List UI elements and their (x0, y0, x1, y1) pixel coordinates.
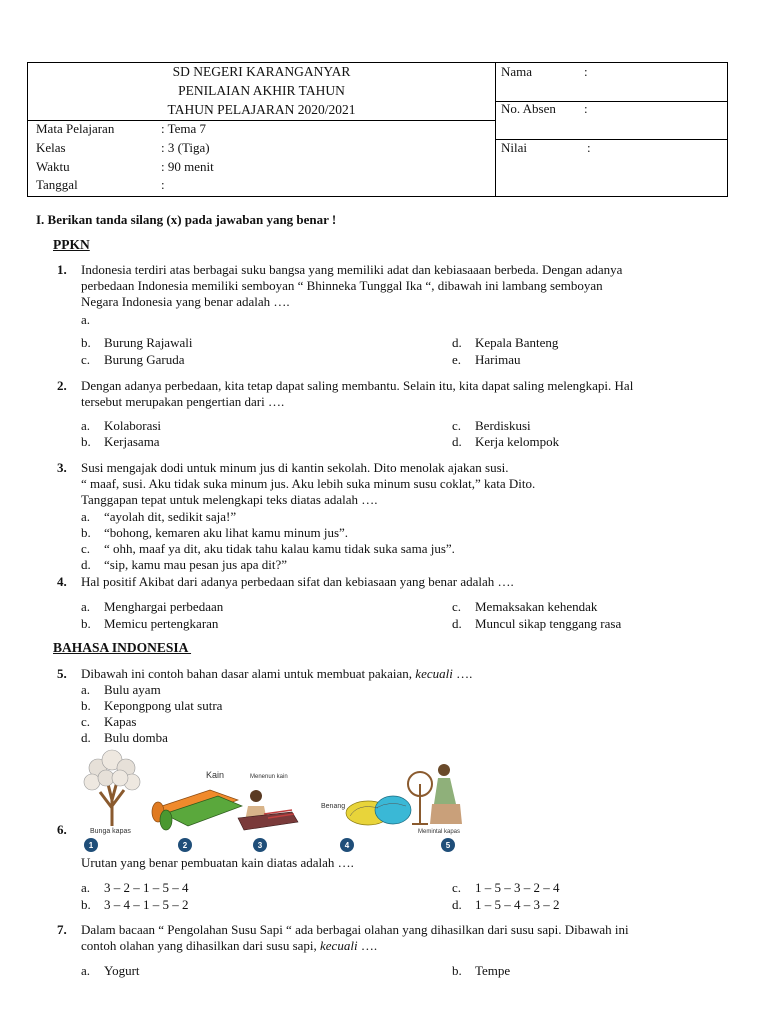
option-letter: d. (452, 335, 462, 350)
step-4-label: 4 (344, 841, 350, 850)
option-letter: b. (81, 434, 91, 449)
option-letter: d. (452, 434, 462, 449)
option[interactable] (452, 897, 560, 913)
section-ppkn: PPKN (53, 237, 90, 252)
option-letter: b. (81, 616, 91, 631)
option-letter: c. (452, 599, 462, 614)
emphasis: kecuali (320, 938, 358, 953)
nama-label: Nama (501, 64, 533, 79)
option-text: “ayolah dit, sedikit saja!” (104, 509, 237, 524)
caption-kain: Kain (206, 770, 225, 780)
tanggal-value: : (161, 177, 165, 192)
question-number: 3. (57, 460, 67, 475)
option[interactable] (452, 335, 558, 351)
option-text: Bulu domba (104, 730, 168, 745)
header-table (27, 62, 728, 197)
question-4-line: Hal positif Akibat dari adanya perbedaan sifat dan kebiasaan yang benar adalah …. (81, 574, 514, 589)
option[interactable] (81, 714, 137, 730)
option[interactable] (81, 509, 236, 525)
option-a[interactable]: a. (81, 312, 91, 327)
option-text: “ ohh, maaf ya dit, aku tidak tahu kalau kamu tidak suka sama jus”. (104, 541, 455, 556)
question-3-line: “ maaf, susi. Aku tidak suka minum jus. Aku lebih suka minum susu coklat,” kata Dito. (81, 476, 536, 491)
option-text: Kepongpong ulat sutra (104, 698, 223, 713)
option-letter: a. (81, 963, 91, 978)
option[interactable] (81, 616, 218, 632)
instruction: I. Berikan tanda silang (x) pada jawaban yang benar ! (36, 212, 337, 227)
step-3-label: 3 (257, 841, 263, 850)
option-text: Bulu ayam (104, 682, 161, 697)
option-text: Burung Rajawali (104, 335, 193, 350)
option[interactable] (81, 352, 185, 368)
option-text: 3 – 4 – 1 – 5 – 2 (104, 897, 189, 912)
question-number: 2. (57, 378, 67, 393)
option[interactable] (81, 525, 348, 541)
option-letter: d. (81, 557, 91, 572)
question-end: …. (452, 666, 473, 681)
option-text: Tempe (475, 963, 511, 978)
emphasis: kecuali (415, 666, 453, 681)
mapel-value: : Tema 7 (161, 121, 207, 136)
option[interactable] (81, 418, 161, 434)
spinning-wheel-icon (408, 764, 462, 824)
option[interactable] (81, 963, 140, 979)
divider (495, 139, 727, 140)
option[interactable] (81, 557, 287, 573)
option-text: Kerjasama (104, 434, 160, 449)
question-1-line: perbedaan Indonesia memiliki semboyan “ Bhinneka Tunggal Ika “, dibawah ini lambang semboyan (81, 278, 603, 293)
question-text: contoh olahan yang dihasilkan dari susu sapi, (81, 938, 321, 953)
question-2-line: tersebut merupakan pengertian dari …. (81, 394, 285, 409)
option-letter: b. (81, 525, 91, 540)
option[interactable] (81, 730, 168, 746)
option[interactable] (452, 963, 510, 979)
caption-benang: Benang (321, 803, 346, 810)
option-letter: c. (81, 714, 91, 729)
tanggal-label: Tanggal (36, 177, 78, 192)
option-letter: d. (81, 730, 91, 745)
cloth-roll-icon (152, 790, 242, 830)
option-letter: a. (81, 418, 91, 433)
option-text: Memicu pertengkaran (104, 616, 219, 631)
option-text: Burung Garuda (104, 352, 185, 367)
question-number: 6. (57, 822, 67, 837)
option[interactable] (452, 418, 531, 434)
mapel-label: Mata Pelajaran (36, 121, 115, 136)
option-letter: a. (81, 682, 91, 697)
option-text: “bohong, kemaren aku lihat kamu minum jus”. (104, 525, 349, 540)
option[interactable] (81, 880, 189, 896)
option[interactable] (81, 682, 161, 698)
question-6-line: Urutan yang benar pembuatan kain diatas adalah …. (81, 855, 354, 870)
option-text: “sip, kamu mau pesan jus apa dit?” (104, 557, 288, 572)
option[interactable] (81, 335, 192, 351)
option[interactable] (452, 616, 621, 632)
weaver-icon (238, 790, 298, 830)
kelas-label: Kelas (36, 140, 66, 155)
option-text: Kepala Banteng (475, 335, 559, 350)
question-number: 5. (57, 666, 67, 681)
option[interactable] (452, 599, 597, 615)
step-markers (84, 838, 455, 852)
question-number: 1. (57, 262, 67, 277)
school-year: TAHUN PELAJARAN 2020/2021 (167, 102, 356, 117)
option[interactable] (81, 599, 223, 615)
option-letter: c. (452, 880, 462, 895)
absen-colon: : (584, 101, 588, 116)
question-2-line: Dengan adanya perbedaan, kita tetap dapat saling membantu. Selain itu, kita dapat saling melengkapi. Hal (81, 378, 634, 393)
thread-spool-icon (346, 796, 411, 825)
option-text: 1 – 5 – 3 – 2 – 4 (475, 880, 560, 895)
option-letter: a. (81, 509, 91, 524)
nilai-colon: : (587, 140, 591, 155)
question-7-line (81, 938, 377, 955)
option-letter: b. (81, 897, 91, 912)
option-text: 1 – 5 – 4 – 3 – 2 (475, 897, 560, 912)
option-letter: a. (81, 880, 91, 895)
option-text: Berdiskusi (475, 418, 531, 433)
option-letter: e. (452, 352, 462, 367)
question-7-line: Dalam bacaan “ Pengolahan Susu Sapi “ ada berbagai olahan yang dihasilkan dari susu sapi. Dibawah ini (81, 922, 629, 937)
question-3-line: Tanggapan tepat untuk melengkapi teks diatas adalah …. (81, 492, 378, 507)
option-letter: b. (81, 335, 91, 350)
waktu-value: : 90 menit (161, 159, 214, 174)
option[interactable] (81, 541, 455, 557)
option[interactable] (81, 698, 222, 714)
option[interactable] (81, 434, 160, 450)
exam-title: PENILAIAN AKHIR TAHUN (178, 83, 345, 98)
question-1-line: Negara Indonesia yang benar adalah …. (81, 294, 290, 309)
option-text: Menghargai perbedaan (104, 599, 224, 614)
caption-memintal-kapas: Memintal kapas (418, 829, 461, 835)
caption-bunga-kapas: Bunga kapas (90, 828, 131, 835)
option-text: Memaksakan kehendak (475, 599, 598, 614)
question-3-line: Susi mengajak dodi untuk minum jus di kantin sekolah. Dito menolak ajakan susi. (81, 460, 509, 475)
question-5-line (81, 666, 472, 683)
caption-menenun-kain: Menenun kain (250, 774, 288, 780)
cloth-process-illustration (78, 748, 478, 854)
option[interactable] (452, 352, 520, 368)
question-end: …. (357, 938, 378, 953)
step-5-label: 5 (445, 841, 451, 850)
option-text: Yogurt (104, 963, 140, 978)
option-letter: b. (452, 963, 462, 978)
option-letter: a. (81, 599, 91, 614)
option-text: Kerja kelompok (475, 434, 560, 449)
question-text: Dibawah ini contoh bahan dasar alami untuk membuat pakaian, (81, 666, 416, 681)
question-number: 7. (57, 922, 67, 937)
option[interactable] (452, 880, 560, 896)
option-letter: b. (81, 698, 91, 713)
nama-colon: : (584, 64, 588, 79)
question-1-line: Indonesia terdiri atas berbagai suku bangsa yang memiliki adat dan kebiasaaan berbeda. Dengan adanya (81, 262, 623, 277)
step-1-label: 1 (88, 841, 94, 850)
section-bahasa-indonesia: BAHASA INDONESIA (53, 640, 192, 655)
option-letter: c. (452, 418, 462, 433)
option-text: Kolaborasi (104, 418, 162, 433)
option[interactable] (81, 897, 189, 913)
question-number: 4. (57, 574, 67, 589)
waktu-label: Waktu (36, 159, 70, 174)
divider (495, 63, 496, 196)
option[interactable] (452, 434, 559, 450)
option-letter: d. (452, 897, 462, 912)
option-letter: c. (81, 352, 91, 367)
kelas-value: : 3 (Tiga) (161, 140, 210, 155)
step-2-label: 2 (182, 841, 188, 850)
option-letter: d. (452, 616, 462, 631)
nilai-label: Nilai (501, 140, 527, 155)
option-text: 3 – 2 – 1 – 5 – 4 (104, 880, 189, 895)
option-text: Muncul sikap tenggang rasa (475, 616, 622, 631)
cotton-tree-icon (84, 750, 140, 826)
option-letter: c. (81, 541, 91, 556)
option-text: Harimau (475, 352, 521, 367)
school-name: SD NEGERI KARANGANYAR (172, 64, 351, 79)
absen-label: No. Absen (501, 101, 556, 116)
option-text: Kapas (104, 714, 137, 729)
